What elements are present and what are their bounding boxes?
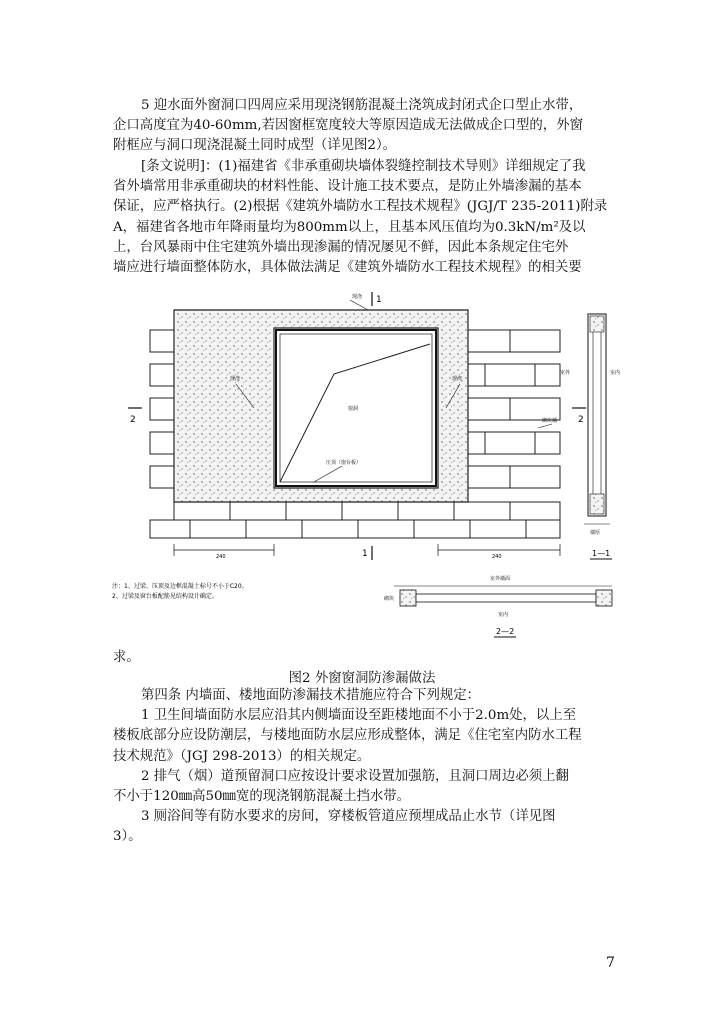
text-line: 楼板底部分应设防潮层，与楼地面防水层应形成整体，满足《住宅室内防水工程 <box>113 728 582 744</box>
callout-block: 砌块墙 <box>542 418 558 424</box>
window-label: 窗洞 <box>348 406 359 412</box>
text-line: [条文说明]：(1)福建省《非承重砌块墙体裂缝控制技术导则》详细规定了我 <box>141 159 586 174</box>
right-brick-wall <box>460 330 560 488</box>
text-line: 求。 <box>113 650 140 665</box>
section-mark-left: 2 <box>130 415 136 425</box>
text-line: 企口高度宜为40-60mm,若因窗框宽度较大等原因造成无法做成企口型的，外窗 <box>113 118 583 134</box>
text-line: 1 卫生间墙面防水层应沿其内侧墙面设至距楼地面不小于2.0m处，以上至 <box>141 708 577 724</box>
section-mark-top: 1 <box>376 295 382 305</box>
callout-left: 现浇 <box>230 376 241 382</box>
section-1-outside: 室外 <box>560 370 571 376</box>
text-line: 5 迎水面外窗洞口四周应采用现浇钢筋混凝土浇筑成封闭式企口型止水带， <box>141 98 583 113</box>
section-mark-right: 2 <box>578 415 584 425</box>
article-heading: 第四条 内墙面、楼地面防渗漏技术措施应符合下列规定： <box>141 688 481 703</box>
figure-note: 2、过梁及窗台板配筋见结构设计确定。 <box>112 593 218 600</box>
section-2-side: 砌块 <box>384 596 395 602</box>
text-line: 省外墙常用非承重砌块的材料性能、设计施工技术要点，是防止外墙渗漏的基本 <box>113 179 582 195</box>
section-2-2 <box>384 575 612 637</box>
figure-note: 注：1、过梁、压顶及边框混凝土标号不小于C20。 <box>112 583 248 590</box>
text-line: A，福建省各地市年降雨量均为800mm以上，且基本风压值均为0.3kN/m²及以 <box>113 219 586 235</box>
dimension-left: 240 <box>216 554 226 560</box>
text-line: 技术规范》（JGJ 298-2013）的相关规定。 <box>113 748 371 764</box>
section-2-title: 2—2 <box>496 627 515 636</box>
text-line: 2 排气（烟）道预留洞口应按设计要求设置加强筋，且洞口周边必须上翻 <box>141 768 569 784</box>
section-2-top: 室外墙面 <box>490 576 511 582</box>
section-1-title: 1—1 <box>592 549 611 558</box>
text-line: 保证，应严格执行。(2)根据《建筑外墙防水工程技术规程》(JGJ/T 235-2011)附录 <box>113 199 608 215</box>
bottom-brick-course <box>150 502 560 538</box>
section-1-1 <box>560 314 620 559</box>
text-line: 墙应进行墙面整体防水，具体做法满足《建筑外墙防水工程技术规程》的相关要 <box>113 260 582 276</box>
text-line: 不小于120㎜高50㎜宽的现浇钢筋混凝土挡水带。 <box>113 789 411 805</box>
paragraph-explanation <box>113 157 628 278</box>
article-four <box>113 686 628 848</box>
callout-top: 现浇 <box>352 294 363 300</box>
continuation-text <box>113 648 628 668</box>
callout-sill: 压顶（窗台板） <box>326 460 362 466</box>
figure-caption: 图2 外窗窗洞防渗漏做法 <box>288 671 436 686</box>
text-line: 附框应与洞口现浇混凝土同时成型（详见图2）。 <box>113 138 397 154</box>
dimension-right: 240 <box>492 554 502 560</box>
section-mark-bottom: 1 <box>362 549 368 559</box>
text-line: 上，台风暴雨中住宅建筑外墙出现渗漏的情况屡见不鲜，因此本条规定住宅外 <box>113 239 569 255</box>
section-2-bottom: 室内 <box>498 612 509 618</box>
text-line: 3 厕浴间等有防水要求的房间，穿楼板管道应预埋成品止水节（详见图 <box>141 809 556 825</box>
paragraph-item-5 <box>113 96 628 157</box>
callout-right: 现浇 <box>452 376 463 382</box>
section-1-inside: 室内 <box>610 370 621 376</box>
section-1-bottom: 墙厚 <box>590 530 601 536</box>
window-detail-figure <box>112 288 622 643</box>
text-line: 3）。 <box>113 829 142 845</box>
page-number: 7 <box>606 955 615 971</box>
